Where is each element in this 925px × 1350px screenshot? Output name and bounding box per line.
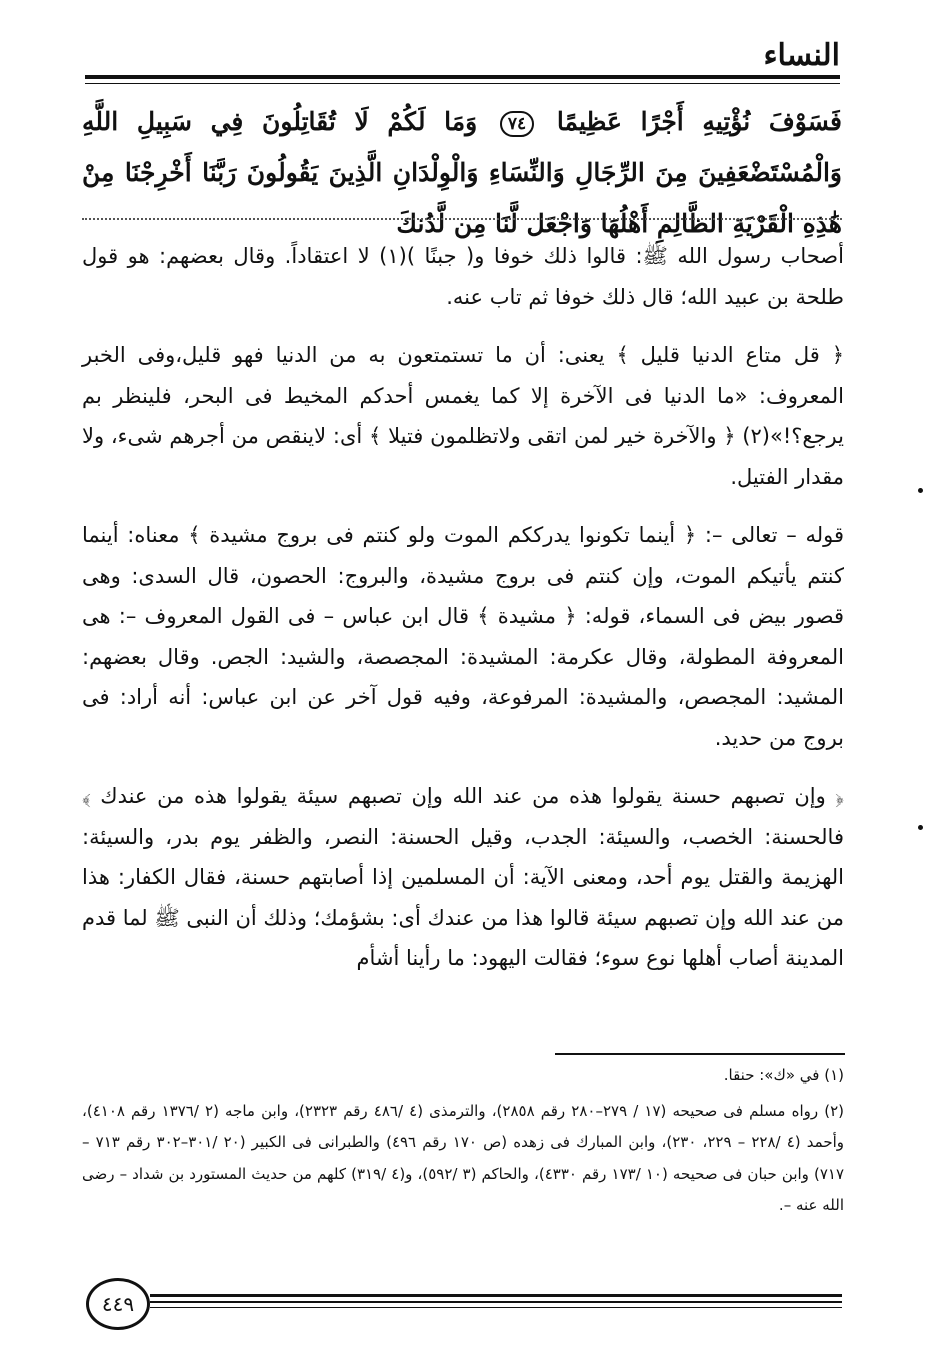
ayah-number-marker: ٧٤ (500, 111, 534, 137)
quran-text-2: وَمَا لَكُمْ لَا تُقَاتِلُونَ فِي سَبِيلِ اللَّهِ وَالْمُسْتَضْعَفِينَ مِنَ الرِّجَالِ وَالنِّسَاءِ وَالْوِلْدَانِ الَّذِينَ يَقُولُونَ رَبَّنَا أَخْرِجْنَا مِنْ هَٰذِهِ الْقَرْيَةِ الظَّالِمِ أَهْلُهَا وَاجْعَل لَّنَا مِن لَّدُنكَ (82, 107, 842, 238)
footnote: (١) في «ك»: حنقا. (723, 1066, 844, 1084)
footer-rule (150, 1301, 842, 1303)
footnote: (٢) رواه مسلم فى صحيحه (١٧ / ٢٧٩–٢٨٠ رقم ٢٨٥٨)، والترمذى (٤ /٤٨٦ رقم ٢٣٢٣)، وابن ماجه (٢ /١٣٧٦ رقم ٤١٠٨)، وأحمد (٤ /٢٢٨ – ٢٢٩، ٢٣٠)، وابن المبارك فى زهده (ص ١٧٠ رقم ٤٩٦) والطبرانى فى الكبير (٢٠ /٣٠١–٣٠٢ رقم ٧١٣ – ٧١٧) وابن حبان فى صحيحه (١٠ /١٧٣ رقم ٤٣٣٠)، والحاكم (٣ /٥٩٢)، و(٤ /٣١٩) كلهم من حديث المستورد بن شداد – رضى الله عنه –. (82, 1101, 845, 1214)
footer-rule (150, 1294, 842, 1297)
footnotes (82, 1060, 844, 1222)
paragraph: قوله – تعالى –: ﴿ أينما تكونوا يدرككم الموت ولو كنتم فى بروج مشيدة ﴾ معناه: أينما كنتم يأتيكم الموت، وإن كنتم فى بروج مشيدة، والبروج: الحصون، قال السدى: وهى قصور بيض فى السماء، قوله: ﴿ مشيدة ﴾ قال ابن عباس – فى القول المعروف –: هى المعروفة المطولة، وقال عكرمة: المشيدة: المجصصة، والشيد: الجص. وقال بعضهم: المشيد: المجصص، والمشيدة: المرفوعة، وفيه قول آخر عن ابن عباس: أنه أراد: فى بروج من حديد. (82, 523, 844, 750)
page-number: ٤٤٩ (86, 1278, 150, 1330)
running-header-title: النساء (763, 38, 840, 73)
commentary-body (82, 236, 844, 979)
footer-rule (150, 1307, 842, 1308)
quran-text-1: فَسَوْفَ نُؤْتِيهِ أَجْرًا عَظِيمًا (556, 107, 842, 136)
quran-verse-block (82, 96, 842, 249)
paragraph: ﴿ قل متاع الدنيا قليل ﴾ يعنى: أن ما تستمتعون به من الدنيا فهو قليل،وفى الخبر المعروف: «ما الدنيا فى الآخرة إلا كما يغمس أحدكم المخيط فى البحر، فلينظر بم يرجع؟!»(٢) ﴿ والآخرة خير لمن اتقى ولاتظلمون فتيلا ﴾ أى: لاينقص من أجرهم شىء، ولا مقدار الفتيل. (82, 343, 844, 489)
paragraph: أصحاب رسول الله ﷺ: قالوا ذلك خوفا و( جبنًا )(١) لا اعتقاداً. وقال بعضهم: هو قول طلحة بن عبيد الله؛ قال ذلك خوفا ثم تاب عنه. (82, 244, 844, 309)
header-rule (85, 75, 840, 79)
margin-mark (918, 825, 923, 830)
paragraph: ﴿ وإن تصبهم حسنة يقولوا هذه من عند الله وإن تصبهم سيئة يقولوا هذه من عندك ﴾ فالحسنة: الخصب، والسيئة: الجدب، وقيل الحسنة: النصر، والظفر يوم بدر، والسيئة: الهزيمة والقتل يوم أحد، ومعنى الآية: أن المسلمين إذا أصابتهم حسنة، فقال الكفار: هذا من عند الله وإن تصبهم سيئة قالوا هذا من عندك أى: بشؤمك؛ وذلك أن النبى ﷺ لما قدم المدينة أصاب أهلها نوع سوء؛ فقالت اليهود: ما رأينا أشأم (82, 784, 844, 970)
footnote-rule (555, 1053, 845, 1055)
verse-separator (82, 218, 842, 220)
header-rule-thin (85, 83, 840, 84)
margin-mark (918, 488, 923, 493)
